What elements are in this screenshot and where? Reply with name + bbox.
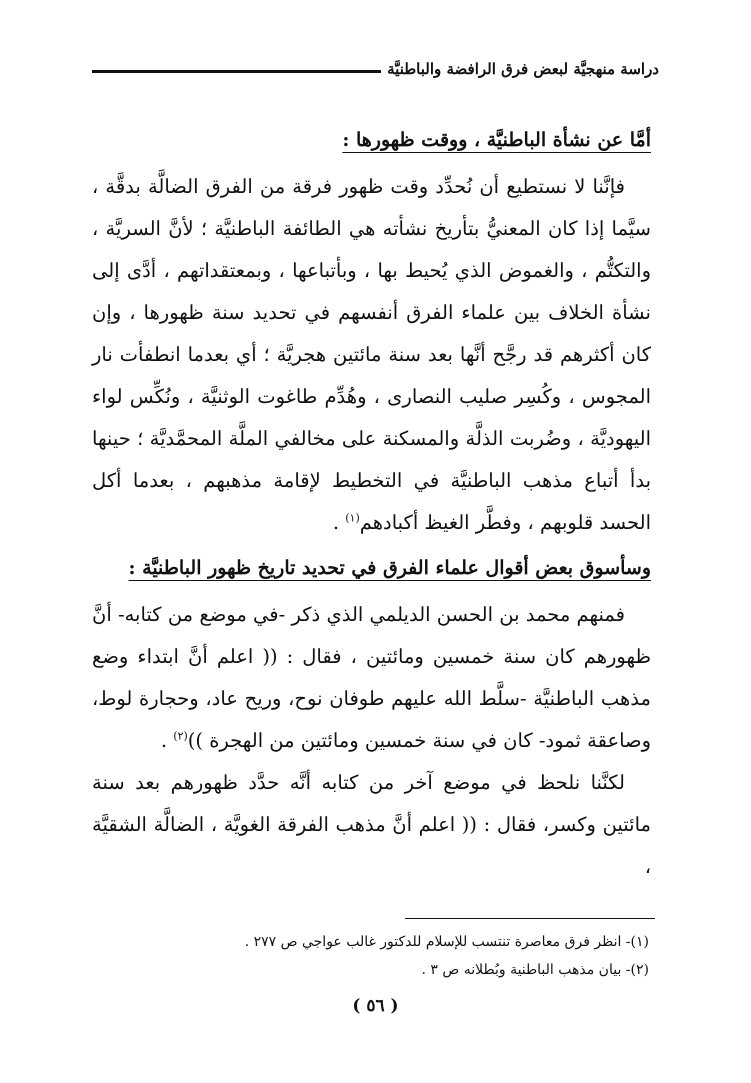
paragraph-daylami	[92, 594, 651, 762]
section-heading-opinions-text: وسأسوق بعض أقوال علماء الفرق في تحديد تاريخ ظهور الباطنيَّة :	[128, 557, 651, 579]
paragraph-daylami-end: .	[160, 729, 174, 752]
paragraph-origin-text: فإنَّنا لا نستطيع أن نُحدِّد وقت ظهور فرقة من الفرق الضالَّة بدقَّة ، سيَّما إذا كان المعنيُّ بتأريخ نشأته هي الطائفة الباطنيَّة ؛ لأنَّ السريَّة ، والتكتُّم ، والغموض الذي يُحيط بها ، وبأتباعها ، وبمعتقداتهم ، أدَّى إلى نشأة الخلاف بين علماء الفرق أنفسهم في تحديد سنة ظهورها ، وإن كان أكثرهم قد رجَّح أنَّها بعد سنة مائتين هجريَّة ؛ أي بعدما انطفأت نار المجوس ، وكُسِر صليب النصارى ، وهُدِّم طاغوت الوثنيَّة ، ونُكِّس لواء اليهوديَّة ، وضُربت الذلَّة والمسكنة على مخالفي الملَّة المحمَّديَّة ؛ حينها بدأ أتباع مذهب الباطنيَّة في التخطيط لإقامة مذهبهم ، بعدما أكل الحسد قلوبهم ، وفطَّر الغيظ أكبادهم	[92, 175, 651, 534]
section-heading-origin-text: أمَّا عن نشأة الباطنيَّة ، ووقت ظهورها :	[342, 129, 651, 151]
page-number: ( ٥٦ )	[352, 996, 399, 1016]
section-heading-opinions	[92, 554, 651, 582]
paragraph-origin	[92, 166, 651, 544]
paragraph-second-date	[92, 762, 651, 888]
footnote-rule	[405, 918, 655, 919]
footnote-1: (١)- انظر فرق معاصرة تنتسب للإسلام للدكتور غالب عواجي ص ٢٧٧ .	[244, 934, 649, 950]
section-heading-origin	[92, 126, 651, 154]
paragraph-second-date-text: لكنَّنا نلحظ في موضع آخر من كتابه أنَّه حدَّد ظهورهم بعد سنة مائتين وكسر، فقال : (( اعلم أنَّ مذهب الفرقة الغويَّة ، الضالَّة الشقيَّة ،	[92, 771, 651, 878]
running-title: دراسة منهجيَّة لبعض فرق الرافضة والباطنيَّة	[387, 60, 659, 78]
footnote-2: (٢)- بيان مذهب الباطنية وبُطلانه ص ٣ .	[421, 962, 649, 978]
paragraph-daylami-text: فمنهم محمد بن الحسن الديلمي الذي ذكر -في موضع من كتابه- أنَّ ظهورهم كان سنة خمسين ومائتين ، فقال : (( اعلم أنَّ ابتداء وضع مذهب الباطنيَّة -سلَّط الله عليهم طوفان نوح، وريح عاد، وحجارة لوط، وصاعقة ثمود- كان في سنة خمسين ومائتين من الهجرة ))	[92, 603, 651, 752]
footnote-ref-1[interactable]: (١)	[345, 511, 360, 525]
paragraph-origin-end: .	[332, 511, 346, 534]
header-rule	[92, 70, 381, 73]
page-body	[92, 126, 651, 888]
footnote-ref-2[interactable]: (٢)	[173, 729, 188, 743]
running-header	[92, 60, 659, 78]
footnotes	[92, 928, 649, 984]
